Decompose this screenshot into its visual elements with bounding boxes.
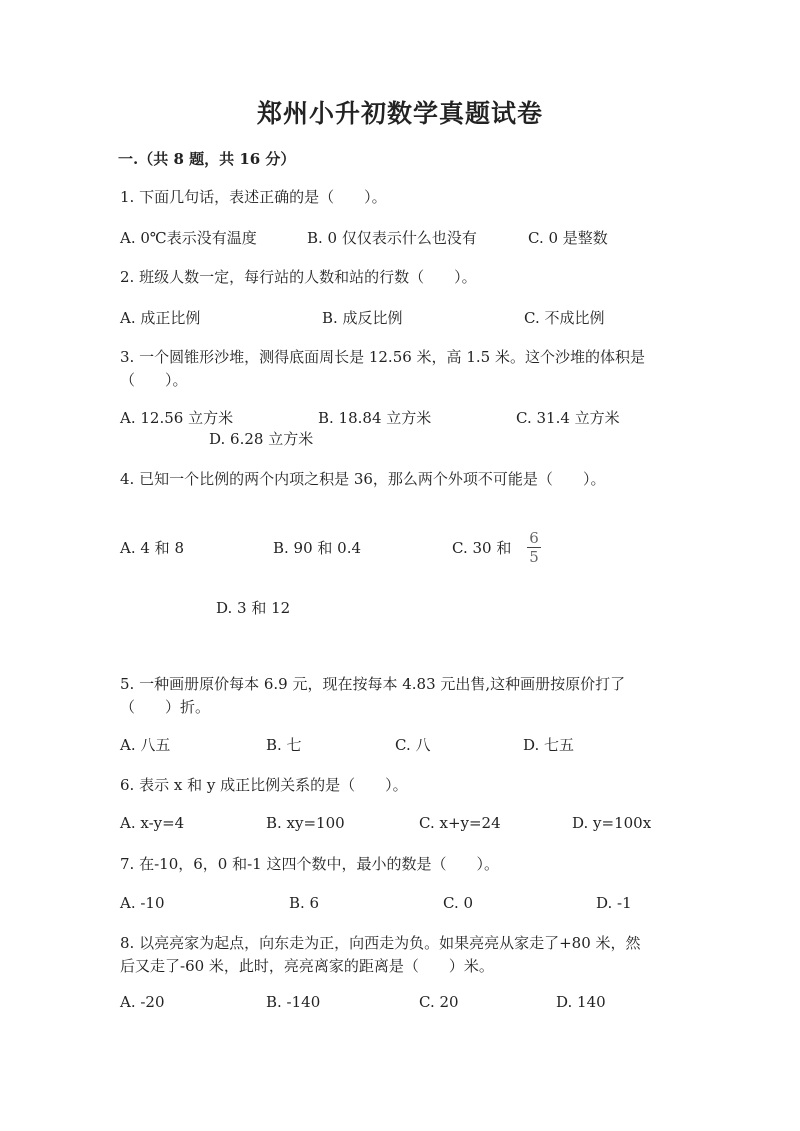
question-3-option-c: C. 31.4 立方米 [516, 409, 620, 427]
question-3-option-a: A. 12.56 立方米 [120, 409, 234, 427]
question-1-stem: 1. 下面几句话，表述正确的是（ ）。 [120, 188, 387, 206]
question-8-option-a: A. -20 [120, 993, 165, 1011]
question-1-option-c: C. 0 是整数 [528, 229, 608, 247]
question-5-stem-line-2: （ ）折。 [120, 698, 211, 716]
question-4-stem: 4. 已知一个比例的两个内项之积是 36，那么两个外项不可能是（ ）。 [120, 470, 606, 488]
question-4-option-c: C. 30 和 [452, 539, 512, 557]
question-6-stem: 6. 表示 x 和 y 成正比例关系的是（ ）。 [120, 776, 408, 794]
question-4-option-a: A. 4 和 8 [120, 539, 184, 557]
question-2-stem: 2. 班级人数一定，每行站的人数和站的行数（ ）。 [120, 268, 477, 286]
question-7-stem: 7. 在-10，6，0 和-1 这四个数中，最小的数是（ ）。 [120, 855, 499, 873]
question-3-option-b: B. 18.84 立方米 [318, 409, 432, 427]
question-4-option-d: D. 3 和 12 [216, 599, 291, 617]
question-5-option-d: D. 七五 [523, 736, 575, 754]
question-6-option-a: A. x-y=4 [120, 814, 185, 832]
question-7-option-d: D. -1 [596, 894, 632, 912]
question-7-option-b: B. 6 [289, 894, 320, 912]
question-2-option-b: B. 成反比例 [322, 309, 403, 327]
fraction-numerator: 6 [529, 529, 539, 547]
fraction-denominator: 5 [529, 548, 539, 566]
question-7-option-c: C. 0 [443, 894, 474, 912]
question-6-option-b: B. xy=100 [266, 814, 345, 832]
question-6-option-c: C. x+y=24 [419, 814, 501, 832]
question-7-option-a: A. -10 [120, 894, 165, 912]
question-2-option-a: A. 成正比例 [120, 309, 201, 327]
question-1-option-a: A. 0℃表示没有温度 [120, 229, 257, 247]
question-3-stem-line-2: （ ）。 [120, 371, 188, 389]
fraction-six-fifths [527, 530, 541, 565]
question-2-option-c: C. 不成比例 [524, 309, 605, 327]
question-5-stem-line-1: 5. 一种画册原价每本 6.9 元，现在按每本 4.83 元出售,这种画册按原价打了 [120, 675, 626, 693]
question-6-option-d: D. y=100x [572, 814, 652, 832]
question-8-option-c: C. 20 [419, 993, 459, 1011]
question-3-stem-line-1: 3. 一个圆锥形沙堆，测得底面周长是 12.56 米，高 1.5 米。这个沙堆的体积是 [120, 348, 645, 366]
page-title: 郑州小升初数学真题试卷 [256, 99, 543, 128]
question-1-option-b: B. 0 仅仅表示什么也没有 [307, 229, 477, 247]
question-8-stem-line-2: 后又走了-60 米，此时，亮亮离家的距离是（ ）米。 [120, 957, 494, 975]
question-8-option-b: B. -140 [266, 993, 321, 1011]
question-8-option-d: D. 140 [556, 993, 606, 1011]
section-heading: 一.（共 8 题，共 16 分） [118, 150, 296, 168]
question-8-stem-line-1: 8. 以亮亮家为起点，向东走为正，向西走为负。如果亮亮从家走了+80 米，然 [120, 934, 641, 952]
question-5-option-b: B. 七 [266, 736, 302, 754]
question-4-option-b: B. 90 和 0.4 [273, 539, 362, 557]
question-5-option-a: A. 八五 [120, 736, 171, 754]
question-5-option-c: C. 八 [395, 736, 431, 754]
question-3-option-d: D. 6.28 立方米 [209, 430, 314, 448]
